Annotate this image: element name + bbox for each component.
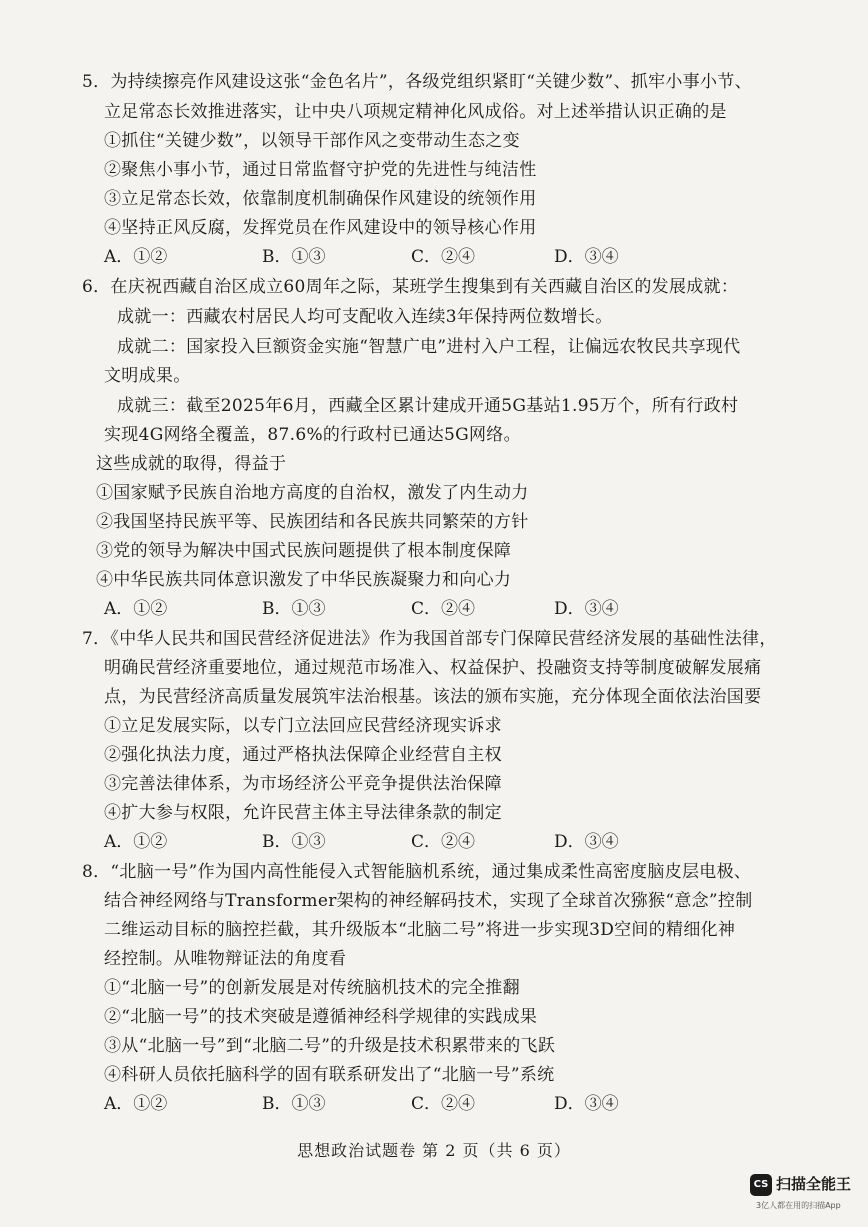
question-text-line: 明确民营经济重要地位，通过规范市场准入、权益保护、投融资支持等制度破解发展痛 [104,658,762,678]
scanner-app-name: 扫描全能王 [776,1175,852,1193]
question-text-line: 7．《中华人民共和国民营经济促进法》作为我国首部专门保障民营经济发展的基础性法律， [82,629,777,649]
statement-item: ①立足发展实际，以专门立法回应民营经济现实诉求 [104,716,502,736]
option-c: C．②④ [411,1094,476,1114]
question-text-line: 5．为持续擦亮作风建设这张“金色名片”，各级党组织紧盯“关键少数”、抓牢小事小节、 [82,72,752,92]
statement-item: ③从“北脑一号”到“北脑二号”的升级是技术积累带来的飞跃 [104,1036,556,1056]
achievement-line: 文明成果。 [104,366,191,386]
statement-item: ④扩大参与权限，允许民营主体主导法律条款的制定 [104,803,502,823]
question-text-line: 8．“北脑一号”作为国内高性能侵入式智能脑机系统，通过集成柔性高密度脑皮层电极、 [82,862,752,882]
statement-item: ②聚焦小事小节，通过日常监督守护党的先进性与纯洁性 [104,160,537,180]
question-text-line: 点，为民营经济高质量发展筑牢法治根基。该法的颁布实施，充分体现全面依法治国要 [104,687,762,707]
question-stem: 这些成就的取得，得益于 [96,454,287,474]
option-c: C．②④ [411,247,476,267]
option-a: A．①② [104,247,168,267]
page-footer: 思想政治试题卷 第 2 页（共 6 页） [297,1141,571,1160]
question-text-line: 立足常态长效推进落实，让中央八项规定精神化风成俗。对上述举措认识正确的是 [104,102,727,122]
option-a: A．①② [104,832,168,852]
statement-item: ①抓住“关键少数”，以领导干部作风之变带动生态之变 [104,131,520,151]
statement-item: ②我国坚持民族平等、民族团结和各民族共同繁荣的方针 [96,512,529,532]
question-text-line: 结合神经网络与Transformer架构的神经解码技术，实现了全球首次猕猴“意念”控制 [104,891,753,911]
statement-item: ③党的领导为解决中国式民族问题提供了根本制度保障 [96,541,512,561]
scanner-watermark [750,1170,860,1215]
achievement-line: 成就二：国家投入巨额资金实施“智慧广电”进村入户工程，让偏远农牧民共享现代 [117,337,741,357]
option-c: C．②④ [411,832,476,852]
achievement-line: 成就一：西藏农村居民人均可支配收入连续3年保持两位数增长。 [117,307,613,327]
question-text-line: 二维运动目标的脑控拦截，其升级版本“北脑二号”将进一步实现3D空间的精细化神 [104,920,736,940]
statement-item: ①“北脑一号”的创新发展是对传统脑机技术的完全推翻 [104,978,520,998]
option-b: B．①③ [262,247,326,267]
option-c: C．②④ [411,599,476,619]
camscanner-logo-icon: CS [750,1174,772,1196]
option-b: B．①③ [262,1094,326,1114]
option-d: D．③④ [554,832,619,852]
question-text-line: 6．在庆祝西藏自治区成立60周年之际，某班学生搜集到有关西藏自治区的发展成就： [82,277,739,297]
question-text-line: 经控制。从唯物辩证法的角度看 [104,949,347,969]
statement-item: ②强化执法力度，通过严格执法保障企业经营自主权 [104,745,502,765]
statement-item: ③立足常态长效，依靠制度机制确保作风建设的统领作用 [104,189,537,209]
option-d: D．③④ [554,599,619,619]
option-d: D．③④ [554,1094,619,1114]
statement-item: ④中华民族共同体意识激发了中华民族凝聚力和向心力 [96,570,512,590]
statement-item: ①国家赋予民族自治地方高度的自治权，激发了内生动力 [96,483,529,503]
option-b: B．①③ [262,832,326,852]
statement-item: ④科研人员依托脑科学的固有联系研发出了“北脑一号”系统 [104,1065,555,1085]
achievement-line: 实现4G网络全覆盖，87.6%的行政村已通达5G网络。 [104,425,521,445]
option-a: A．①② [104,599,168,619]
statement-item: ③完善法律体系，为市场经济公平竞争提供法治保障 [104,774,502,794]
statement-item: ②“北脑一号”的技术突破是遵循神经科学规律的实践成果 [104,1007,538,1027]
statement-item: ④坚持正风反腐，发挥党员在作风建设中的领导核心作用 [104,218,537,238]
option-b: B．①③ [262,599,326,619]
achievement-line: 成就三：截至2025年6月，西藏全区累计建成开通5G基站1.95万个，所有行政村 [117,396,739,416]
scanner-app-tagline: 3亿人都在用的扫描App [756,1201,841,1210]
option-d: D．③④ [554,247,619,267]
option-a: A．①② [104,1094,168,1114]
